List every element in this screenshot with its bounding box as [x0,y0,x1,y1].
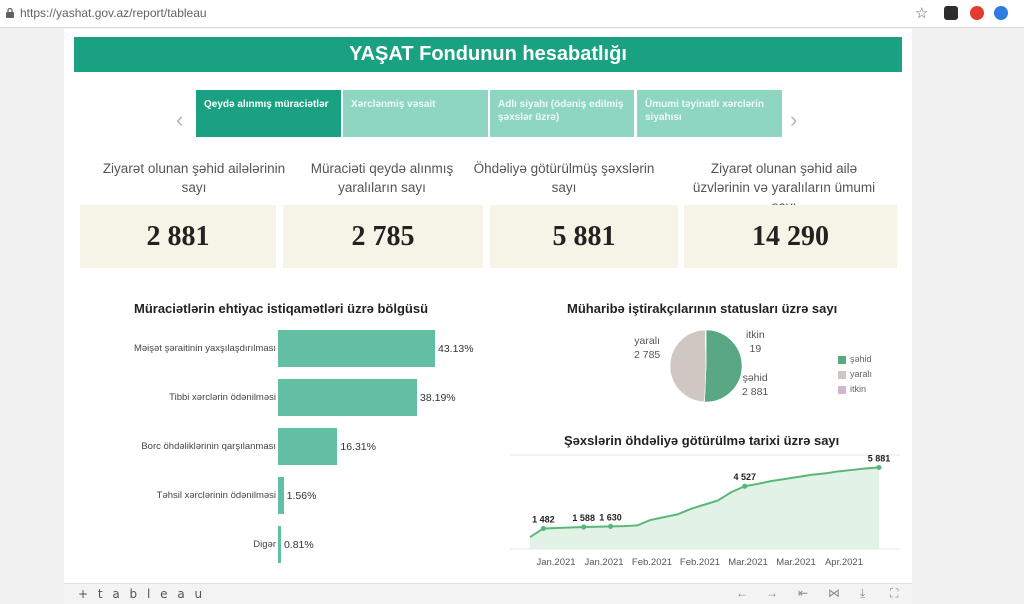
extension-icon-1[interactable] [944,6,958,20]
revert-icon[interactable]: ⇤ [798,586,809,600]
area-data-point[interactable] [608,524,613,529]
area-point-label: 4 527 [733,472,757,483]
pie-label-itkin [746,328,765,356]
legend-swatch [838,371,846,379]
bar-value-label: 16.31% [340,441,376,453]
kpi-value-registered-wounded: 2 785 [283,205,483,268]
bar-label: Borc öhdəliklərinin qarşılanması [141,441,276,452]
extension-icon-2[interactable] [970,6,984,20]
area-data-point[interactable] [742,484,747,489]
browser-address-bar [0,0,1024,28]
legend-label: yaralı [850,369,873,379]
area-point-label: 1 630 [599,512,622,523]
bar-value-label: 43.13% [438,343,474,355]
pie-slice-yaralı[interactable] [670,330,706,402]
tab-registered-applications[interactable]: Qeydə alınmış müraciətlər [196,90,341,137]
pie-label-yarali-name: yaralı [634,335,660,347]
x-tick-label: Mar.2021 [776,557,816,568]
pie-chart-title: Müharibə iştirakçılarının statusları üzrə sayı [567,301,838,316]
extension-icon-3[interactable] [994,6,1008,20]
share-icon[interactable]: ⋈ [828,586,840,600]
pie-label-itkin-name: itkin [746,329,765,341]
bar[interactable] [278,379,417,416]
area-point-label: 1 588 [572,512,595,523]
pie-label-sehid-name: şəhid [742,372,768,384]
bar-value-label: 1.56% [286,490,317,502]
legend-swatch [838,356,846,364]
redo-icon[interactable]: → [766,586,778,600]
x-tick-label: Feb.2021 [631,557,673,568]
bar-label: Tibbi xərclərin ödənilməsi [169,392,276,403]
pie-label-itkin-value: 19 [749,343,762,355]
kpi-label-committed-persons: Öhdəliyə götürülmüş şəxslərin sayı [473,161,655,195]
x-tick-label: Jan.2021 [584,557,624,568]
bar[interactable] [278,330,435,367]
kpi-value-committed-persons: 5 881 [490,205,678,268]
fullscreen-icon[interactable]: ⛶ [890,586,899,600]
pie-label-yarali [634,334,660,362]
pie-slice-şəhid[interactable] [704,330,742,402]
bar[interactable] [278,526,281,563]
bar[interactable] [278,477,284,514]
bar-label: Digər [253,539,276,550]
tab-spent-funds[interactable]: Xərclənmiş vəsait [343,90,488,137]
bar-label: Təhsil xərclərinin ödənilməsi [156,490,276,501]
area-data-point[interactable] [876,465,881,470]
pie-label-sehid [742,371,768,399]
kpi-value-visited-families: 2 881 [80,205,276,268]
kpi-value-total-visited: 14 290 [684,205,897,268]
tab-general-expenses[interactable]: Ümumi təyinatlı xərclərin siyahısı [637,90,782,137]
dashboard-title: YAŞAT Fondunun hesabatlığı [74,37,902,72]
area-fill [530,467,879,549]
bar[interactable] [278,428,337,465]
kpi-label-registered-wounded: Müraciəti qeydə alınmış yaralıların sayı [310,161,454,195]
area-chart-title: Şəxslərin öhdəliyə götürülmə tarixi üzrə sayı [564,433,840,448]
dashboard-page [64,29,912,604]
bar-label: Məişət şəraitinin yaxşılaşdırılması [133,343,276,354]
x-tick-label: Jan.2021 [536,557,576,568]
url-field[interactable]: https://yashat.gov.az/report/tableau [20,6,207,20]
download-icon[interactable]: ⤓ [860,586,866,600]
undo-icon[interactable]: ← [736,586,748,600]
bar-value-label: 38.19% [420,392,456,404]
area-point-label: 5 881 [867,453,891,464]
pie-label-sehid-value: 2 881 [742,386,769,398]
x-tick-label: Feb.2021 [679,557,721,568]
kpi-label-visited-families: Ziyarət olunan şəhid ailələrinin sayı [102,161,286,195]
area-data-point[interactable] [581,524,586,529]
tab-named-list[interactable]: Adlı siyahı (ödəniş edilmiş şəxslər üzrə) [490,90,634,137]
legend-item[interactable] [838,384,866,394]
area-chart [510,453,900,571]
legend-label: şəhid [850,354,872,364]
lock-icon [6,8,14,18]
legend-item[interactable] [838,369,872,379]
tableau-footer [64,583,912,604]
x-tick-label: Apr.2021 [824,557,864,568]
area-data-point[interactable] [541,526,546,531]
kpi-label-total-visited: Ziyarət olunan şəhid ailə üzvlərinin və yaralıların ümumi [692,161,876,195]
legend-item[interactable] [838,354,872,364]
tabs-prev-arrow-icon[interactable]: ‹ [176,107,184,132]
bar-chart-title: Müraciətlərin ehtiyac istiqamətləri üzrə bölgüsü [134,301,429,316]
pie-label-yarali-value: 2 785 [634,349,661,361]
x-tick-label: Mar.2021 [728,557,768,568]
area-point-label: 1 482 [532,514,555,525]
tableau-logo: + t a b l e a u [78,587,206,601]
pie-chart [666,326,746,406]
legend-label: itkin [850,384,867,394]
tabs-next-arrow-icon[interactable]: › [790,107,798,132]
bookmark-star-icon[interactable]: ☆ [915,5,929,22]
legend-swatch [838,386,846,394]
bar-value-label: 0.81% [283,539,314,551]
